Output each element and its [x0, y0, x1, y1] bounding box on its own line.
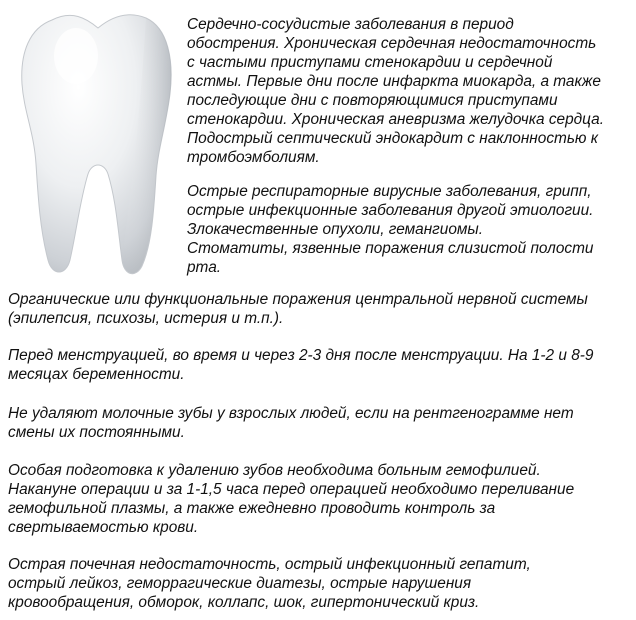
- text-line: острый лейкоз, геморрагические диатезы, острые нарушения: [8, 575, 472, 592]
- text-line: (эпилепсия, психозы, истерия и т.п.).: [8, 310, 284, 327]
- text-line: Острые респираторные вирусные заболевания, грипп,: [187, 183, 592, 200]
- tooth-icon: [14, 8, 180, 280]
- text-line: Острая почечная недостаточность, острый инфекционный гепатит,: [8, 556, 531, 573]
- text-line: Подострый септический эндокардит с наклонностью к: [187, 130, 599, 147]
- text-line: Сердечно-сосудистые заболевания в период: [187, 16, 514, 33]
- text-line: стенокардии. Хроническая аневризма желудочка сердца.: [187, 111, 604, 128]
- text-line: Накануне операции и за 1-1,5 часа перед операцией необходимо переливание: [8, 481, 575, 498]
- text-line: Особая подготовка к удалению зубов необходима больным гемофилией.: [8, 462, 541, 479]
- text-line: Перед менструацией, во время и через 2-3 дня после менструации. На 1-2 и 8-9: [8, 347, 594, 364]
- paragraph-milk-teeth: [8, 404, 574, 442]
- text-line: тромбоэмболиям.: [187, 149, 320, 166]
- text-line: обострения. Хроническая сердечная недостаточность: [187, 35, 597, 52]
- paragraph-nervous-system: [8, 290, 588, 328]
- text-line: острые инфекционные заболевания другой этиологии.: [187, 202, 594, 219]
- text-line: Злокачественные опухоли, гемангиомы.: [187, 221, 484, 238]
- text-line: рта.: [187, 259, 222, 276]
- text-line: Стоматиты, язвенные поражения слизистой полости: [187, 240, 594, 257]
- paragraph-infections: [187, 182, 593, 277]
- text-line: гемофильной плазмы, а также ежедневно проводить контроль за: [8, 500, 496, 517]
- text-line: Органические или функциональные поражения центральной нервной системы: [8, 291, 588, 308]
- text-line: последующие дни с повторяющимися приступами: [187, 92, 558, 109]
- paragraph-cardiovascular: [187, 15, 604, 167]
- text-line: кровообращения, обморок, коллапс, шок, гипертонический криз.: [8, 594, 480, 611]
- text-line: месяцах беременности.: [8, 366, 185, 383]
- text-line: с частыми приступами стенокардии и сердечной: [187, 54, 553, 71]
- text-line: свертываемостью крови.: [8, 519, 199, 536]
- text-line: астмы. Первые дни после инфаркта миокарда, а также: [187, 73, 601, 90]
- paragraph-acute-conditions: [8, 555, 531, 612]
- text-line: смены их постоянными.: [8, 424, 185, 441]
- paragraph-hemophilia: [8, 461, 574, 537]
- text-line: Не удаляют молочные зубы у взрослых людей, если на рентгенограмме нет: [8, 405, 574, 422]
- paragraph-menstruation: [8, 346, 593, 384]
